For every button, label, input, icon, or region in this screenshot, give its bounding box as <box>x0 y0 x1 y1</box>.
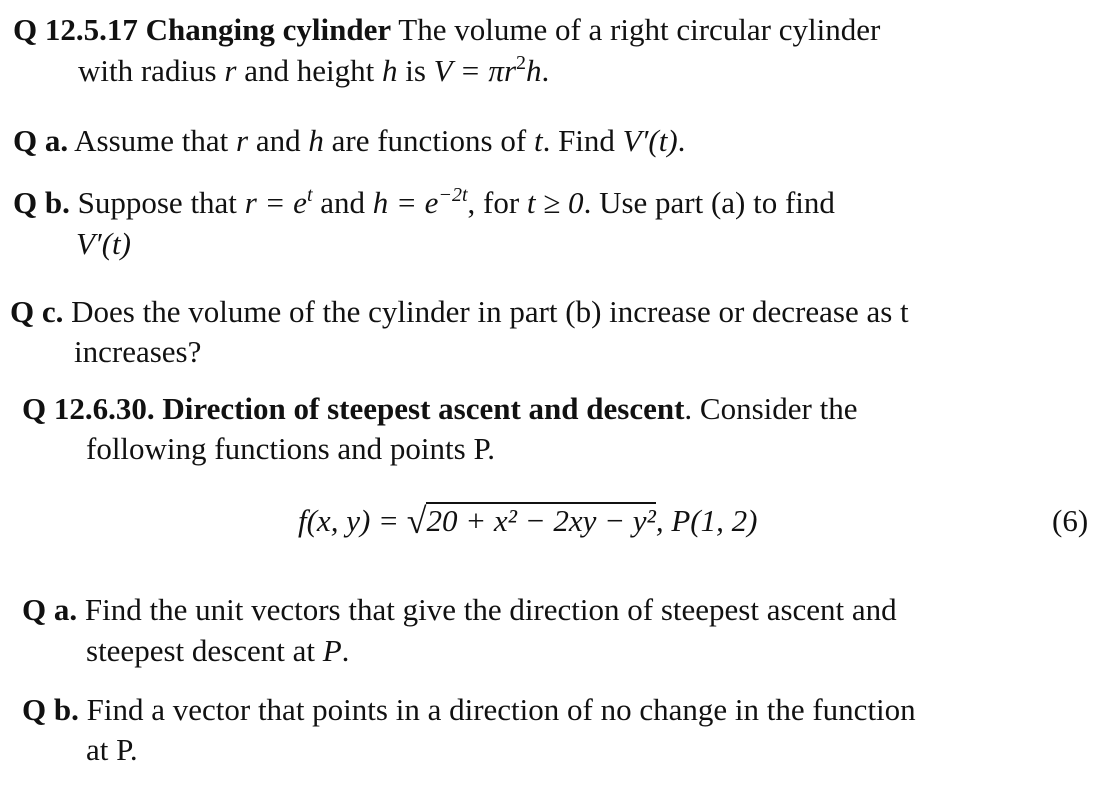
part-a: Q a. Find the unit vectors that give the direction of steepest ascent and <box>22 592 897 627</box>
question-marker: Q <box>22 692 47 727</box>
part-b: Q b. Find a vector that points in a direction of no change in the function <box>22 692 916 727</box>
problem-intro-line2: with radius r and height h is $V = \pi r^2h$. <box>78 52 550 88</box>
volume-formula: V = πr <box>433 53 517 88</box>
part-label: c. <box>41 294 64 329</box>
part-b-line2: at P. <box>86 732 138 767</box>
question-marker: Q <box>22 592 47 627</box>
question-marker: Q <box>22 391 47 426</box>
part-c: Q c. Does the volume of the cylinder in part (b) increase or decrease as t <box>10 294 909 329</box>
problem-number: 12.5.17 Changing cylinder <box>44 12 392 47</box>
part-label: a. <box>44 123 69 158</box>
part-a-line2: steepest descent at P. <box>86 633 350 668</box>
problem-intro: The volume of a right circular cylinder <box>391 12 881 47</box>
part-b-line2: V′(t) <box>76 226 131 261</box>
problem-intro-line2: following functions and points P. <box>86 431 496 466</box>
radical-icon: √ <box>406 501 427 541</box>
part-label: b. <box>44 185 70 220</box>
problem-number: 12.6.30. Direction of steepest ascent and descent <box>53 391 685 426</box>
problem-intro: . Consider the <box>684 391 858 426</box>
problem-header <box>13 12 880 48</box>
square-root <box>407 498 656 540</box>
equation-rhs: , P(1, 2) <box>655 503 758 538</box>
radicand: 20 + x² − 2xy − y² <box>426 503 656 538</box>
equation <box>298 498 757 540</box>
part-label: b. <box>53 692 79 727</box>
part-b: Q b. Suppose that $r = e^t$ and $h = e^{-2t}$, for t ≥ 0. Use part (a) to find <box>13 184 835 220</box>
part-a: Q a. Assume that r and h are functions of t. Find V′(t). <box>13 123 686 158</box>
question-marker: Q <box>13 185 38 220</box>
part-label: a. <box>53 592 78 627</box>
question-marker: Q <box>13 12 38 47</box>
question-marker: Q <box>10 294 35 329</box>
equation-lhs: f(x, y) = <box>298 503 407 538</box>
equation-number: (6) <box>1052 503 1089 538</box>
question-marker: Q <box>13 123 38 158</box>
part-c-line2: increases? <box>74 334 202 369</box>
problem-header <box>22 391 857 427</box>
